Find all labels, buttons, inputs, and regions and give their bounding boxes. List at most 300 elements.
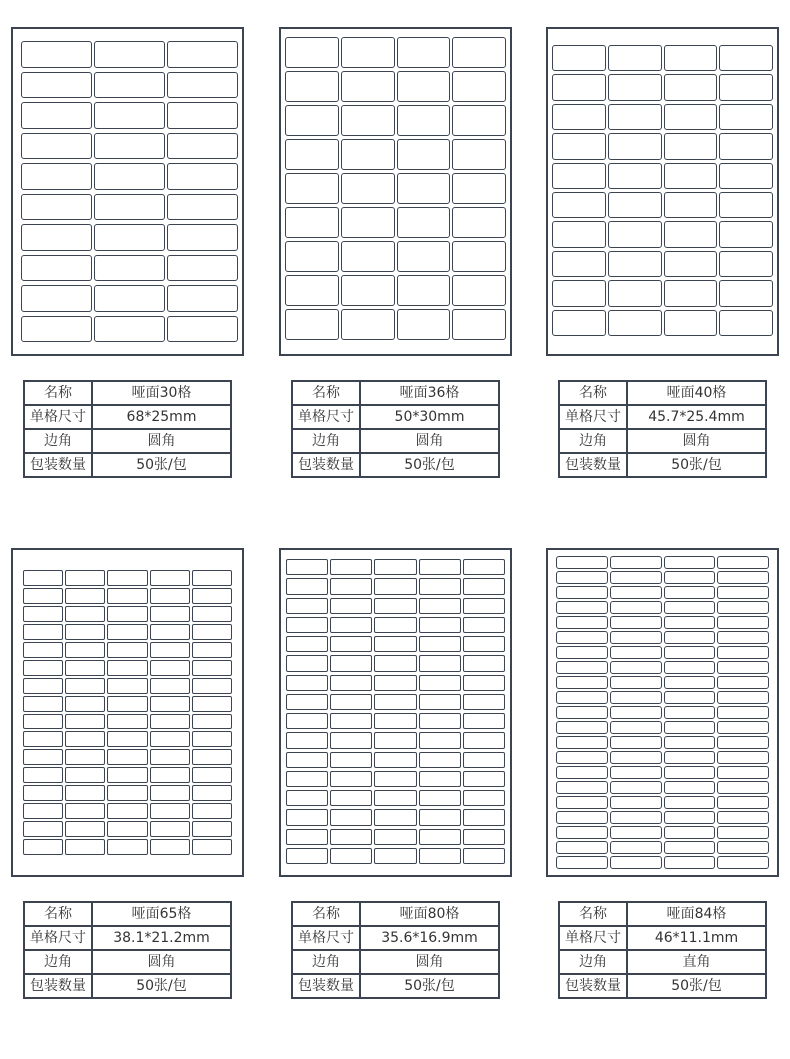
label-cell <box>192 839 232 855</box>
label-cell <box>419 771 461 787</box>
label-cell <box>330 636 372 652</box>
label-cell <box>65 696 105 712</box>
label-cell <box>341 275 395 306</box>
label-cell <box>610 826 662 839</box>
label-cell <box>556 646 608 659</box>
spec-row-package <box>292 974 499 998</box>
label-cell <box>717 706 769 719</box>
label-cell <box>374 790 416 806</box>
spec-key: 单格尺寸 <box>559 926 627 950</box>
spec-row-corner <box>24 429 231 453</box>
label-cell <box>463 790 505 806</box>
spec-table-30 <box>23 380 232 478</box>
label-cell <box>330 829 372 845</box>
label-cell <box>608 74 662 100</box>
label-cell <box>463 771 505 787</box>
label-cell <box>664 310 718 336</box>
label-cell <box>150 660 190 676</box>
spec-row-name <box>292 381 499 405</box>
spec-row-name <box>559 381 766 405</box>
label-cell <box>286 598 328 614</box>
spec-row-corner <box>559 429 766 453</box>
spec-value: 35.6*16.9mm <box>360 926 499 950</box>
label-cell <box>330 809 372 825</box>
label-cell <box>452 207 506 238</box>
label-cell <box>552 310 606 336</box>
label-cell <box>452 37 506 68</box>
label-cell <box>23 749 63 765</box>
label-cell <box>341 71 395 102</box>
label-cell <box>556 856 608 869</box>
label-cell <box>23 660 63 676</box>
label-cell <box>107 749 147 765</box>
label-cell <box>341 309 395 340</box>
spec-value: 50张/包 <box>360 974 499 998</box>
label-cell <box>285 275 339 306</box>
spec-row-package <box>559 453 766 477</box>
label-grid <box>556 556 769 869</box>
label-cell <box>286 578 328 594</box>
label-cell <box>65 767 105 783</box>
label-cell <box>330 675 372 691</box>
label-cell <box>556 766 608 779</box>
label-cell <box>150 767 190 783</box>
label-cell <box>150 785 190 801</box>
label-cell <box>419 636 461 652</box>
label-cell <box>23 731 63 747</box>
label-cell <box>463 829 505 845</box>
label-cell <box>717 826 769 839</box>
label-cell <box>150 821 190 837</box>
label-cell <box>717 571 769 584</box>
label-cell <box>664 616 716 629</box>
label-cell <box>556 721 608 734</box>
label-cell <box>610 706 662 719</box>
label-cell <box>286 675 328 691</box>
spec-row-package <box>24 974 231 998</box>
label-cell <box>192 678 232 694</box>
label-cell <box>608 163 662 189</box>
label-cell <box>397 173 451 204</box>
label-cell <box>610 661 662 674</box>
spec-key: 边角 <box>292 950 360 974</box>
label-cell <box>664 721 716 734</box>
label-cell <box>94 194 165 221</box>
label-cell <box>664 751 716 764</box>
label-cell <box>463 559 505 575</box>
label-cell <box>150 624 190 640</box>
label-cell <box>717 631 769 644</box>
label-cell <box>374 713 416 729</box>
label-cell <box>286 732 328 748</box>
label-cell <box>107 678 147 694</box>
label-cell <box>419 694 461 710</box>
label-cell <box>94 102 165 129</box>
label-cell <box>463 809 505 825</box>
label-cell <box>556 691 608 704</box>
spec-row-corner <box>24 950 231 974</box>
spec-key: 包装数量 <box>559 974 627 998</box>
label-cell <box>610 811 662 824</box>
label-cell <box>286 790 328 806</box>
label-cell <box>717 616 769 629</box>
label-cell <box>167 41 238 68</box>
label-cell <box>341 37 395 68</box>
label-cell <box>610 766 662 779</box>
label-cell <box>286 771 328 787</box>
label-grid <box>23 570 232 855</box>
label-cell <box>107 624 147 640</box>
label-cell <box>21 194 92 221</box>
label-cell <box>717 586 769 599</box>
label-cell <box>556 556 608 569</box>
label-cell <box>192 785 232 801</box>
label-cell <box>610 556 662 569</box>
label-cell <box>664 841 716 854</box>
label-cell <box>664 104 718 130</box>
label-cell <box>664 586 716 599</box>
label-cell <box>397 37 451 68</box>
label-cell <box>286 655 328 671</box>
label-cell <box>608 133 662 159</box>
label-cell <box>419 752 461 768</box>
label-cell <box>610 736 662 749</box>
label-cell <box>419 848 461 864</box>
spec-key: 名称 <box>559 902 627 926</box>
label-grid <box>21 41 238 342</box>
label-cell <box>330 752 372 768</box>
label-cell <box>664 251 718 277</box>
label-sheet-40 <box>546 27 779 356</box>
label-cell <box>65 588 105 604</box>
label-cell <box>452 105 506 136</box>
label-cell <box>664 661 716 674</box>
spec-value: 直角 <box>627 950 766 974</box>
spec-value: 50*30mm <box>360 405 499 429</box>
label-cell <box>419 713 461 729</box>
spec-key: 包装数量 <box>24 974 92 998</box>
label-cell <box>330 732 372 748</box>
label-cell <box>23 606 63 622</box>
label-cell <box>150 696 190 712</box>
label-cell <box>21 163 92 190</box>
label-cell <box>192 696 232 712</box>
label-cell <box>23 785 63 801</box>
label-cell <box>608 310 662 336</box>
label-cell <box>286 617 328 633</box>
label-cell <box>717 661 769 674</box>
label-cell <box>150 839 190 855</box>
label-cell <box>330 559 372 575</box>
spec-value: 50张/包 <box>92 453 231 477</box>
label-cell <box>192 803 232 819</box>
spec-row-size <box>559 926 766 950</box>
label-cell <box>719 221 773 247</box>
label-cell <box>192 821 232 837</box>
label-cell <box>107 839 147 855</box>
label-cell <box>107 767 147 783</box>
label-cell <box>65 803 105 819</box>
label-cell <box>552 280 606 306</box>
label-cell <box>664 736 716 749</box>
spec-value: 哑面65格 <box>92 902 231 926</box>
label-cell <box>192 749 232 765</box>
spec-value: 哑面36格 <box>360 381 499 405</box>
label-cell <box>717 751 769 764</box>
spec-key: 名称 <box>559 381 627 405</box>
label-cell <box>286 694 328 710</box>
label-cell <box>608 251 662 277</box>
label-cell <box>286 713 328 729</box>
label-cell <box>556 586 608 599</box>
label-cell <box>452 241 506 272</box>
label-cell <box>21 72 92 99</box>
label-cell <box>556 781 608 794</box>
label-cell <box>610 721 662 734</box>
label-cell <box>717 766 769 779</box>
label-cell <box>719 45 773 71</box>
label-cell <box>717 781 769 794</box>
label-sheet-30 <box>11 27 244 356</box>
spec-row-name <box>292 902 499 926</box>
label-cell <box>664 163 718 189</box>
label-cell <box>610 676 662 689</box>
label-cell <box>341 207 395 238</box>
spec-key: 单格尺寸 <box>292 926 360 950</box>
label-cell <box>397 275 451 306</box>
spec-key: 包装数量 <box>24 453 92 477</box>
label-cell <box>397 71 451 102</box>
label-cell <box>608 221 662 247</box>
label-cell <box>341 105 395 136</box>
label-cell <box>65 660 105 676</box>
label-cell <box>374 829 416 845</box>
label-cell <box>610 631 662 644</box>
spec-row-size <box>24 926 231 950</box>
label-cell <box>285 37 339 68</box>
label-cell <box>330 694 372 710</box>
label-cell <box>107 660 147 676</box>
label-cell <box>23 714 63 730</box>
spec-table-36 <box>291 380 500 478</box>
label-cell <box>717 856 769 869</box>
spec-value: 圆角 <box>360 950 499 974</box>
spec-key: 名称 <box>24 381 92 405</box>
label-cell <box>664 811 716 824</box>
label-cell <box>65 642 105 658</box>
label-grid <box>286 559 505 864</box>
label-cell <box>610 841 662 854</box>
label-cell <box>167 194 238 221</box>
label-cell <box>664 221 718 247</box>
label-cell <box>463 636 505 652</box>
label-cell <box>285 71 339 102</box>
label-cell <box>192 642 232 658</box>
label-cell <box>552 192 606 218</box>
label-cell <box>330 771 372 787</box>
label-cell <box>21 102 92 129</box>
label-cell <box>717 691 769 704</box>
label-cell <box>192 624 232 640</box>
spec-key: 单格尺寸 <box>24 926 92 950</box>
label-cell <box>94 285 165 312</box>
label-cell <box>21 224 92 251</box>
label-cell <box>552 221 606 247</box>
spec-value: 50张/包 <box>360 453 499 477</box>
label-cell <box>21 255 92 282</box>
label-cell <box>374 617 416 633</box>
label-grid <box>285 37 506 340</box>
label-cell <box>107 606 147 622</box>
label-cell <box>192 660 232 676</box>
label-cell <box>610 616 662 629</box>
label-cell <box>330 848 372 864</box>
label-cell <box>374 559 416 575</box>
label-cell <box>556 616 608 629</box>
label-cell <box>719 310 773 336</box>
label-cell <box>374 771 416 787</box>
label-cell <box>167 316 238 343</box>
label-cell <box>286 752 328 768</box>
label-cell <box>719 280 773 306</box>
label-cell <box>552 74 606 100</box>
label-cell <box>556 826 608 839</box>
spec-row-size <box>292 926 499 950</box>
label-cell <box>719 163 773 189</box>
label-cell <box>21 41 92 68</box>
label-cell <box>94 72 165 99</box>
label-cell <box>286 829 328 845</box>
label-cell <box>664 571 716 584</box>
label-cell <box>556 811 608 824</box>
label-cell <box>610 646 662 659</box>
label-cell <box>717 721 769 734</box>
label-cell <box>330 713 372 729</box>
label-cell <box>65 785 105 801</box>
label-cell <box>463 713 505 729</box>
spec-key: 名称 <box>24 902 92 926</box>
spec-row-name <box>559 902 766 926</box>
label-cell <box>330 617 372 633</box>
label-cell <box>65 606 105 622</box>
label-cell <box>150 570 190 586</box>
label-cell <box>94 316 165 343</box>
label-cell <box>664 556 716 569</box>
label-cell <box>65 731 105 747</box>
spec-value: 50张/包 <box>92 974 231 998</box>
label-cell <box>419 617 461 633</box>
label-cell <box>608 104 662 130</box>
spec-value: 圆角 <box>92 950 231 974</box>
label-cell <box>719 74 773 100</box>
label-cell <box>717 796 769 809</box>
label-cell <box>717 841 769 854</box>
spec-value: 圆角 <box>627 429 766 453</box>
label-cell <box>65 714 105 730</box>
label-cell <box>419 790 461 806</box>
label-cell <box>330 578 372 594</box>
spec-row-corner <box>292 950 499 974</box>
label-cell <box>286 559 328 575</box>
spec-row-corner <box>292 429 499 453</box>
spec-table-80 <box>291 901 500 999</box>
label-cell <box>664 74 718 100</box>
label-cell <box>192 588 232 604</box>
label-cell <box>107 821 147 837</box>
label-cell <box>717 811 769 824</box>
label-cell <box>374 809 416 825</box>
label-cell <box>374 848 416 864</box>
label-cell <box>192 731 232 747</box>
label-cell <box>107 785 147 801</box>
label-cell <box>556 841 608 854</box>
label-cell <box>21 285 92 312</box>
spec-row-package <box>292 453 499 477</box>
label-cell <box>192 767 232 783</box>
label-cell <box>192 606 232 622</box>
label-cell <box>285 207 339 238</box>
label-cell <box>167 255 238 282</box>
label-cell <box>608 280 662 306</box>
label-sheet-65 <box>11 548 244 877</box>
spec-value: 圆角 <box>360 429 499 453</box>
label-cell <box>21 133 92 160</box>
label-cell <box>717 676 769 689</box>
label-cell <box>23 570 63 586</box>
spec-key: 单格尺寸 <box>559 405 627 429</box>
label-cell <box>150 714 190 730</box>
label-cell <box>556 706 608 719</box>
label-cell <box>192 570 232 586</box>
label-cell <box>610 781 662 794</box>
label-cell <box>608 45 662 71</box>
label-cell <box>463 598 505 614</box>
spec-row-name <box>24 381 231 405</box>
label-cell <box>717 736 769 749</box>
label-cell <box>65 678 105 694</box>
label-cell <box>717 556 769 569</box>
spec-key: 名称 <box>292 902 360 926</box>
spec-value: 哑面84格 <box>627 902 766 926</box>
label-cell <box>23 839 63 855</box>
spec-value: 圆角 <box>92 429 231 453</box>
label-cell <box>610 571 662 584</box>
label-cell <box>23 642 63 658</box>
label-cell <box>23 821 63 837</box>
label-cell <box>719 104 773 130</box>
label-cell <box>664 856 716 869</box>
label-cell <box>610 751 662 764</box>
label-cell <box>150 803 190 819</box>
label-cell <box>397 139 451 170</box>
label-cell <box>150 678 190 694</box>
label-cell <box>285 173 339 204</box>
label-cell <box>107 570 147 586</box>
label-cell <box>452 139 506 170</box>
label-cell <box>374 636 416 652</box>
label-cell <box>556 751 608 764</box>
label-cell <box>167 224 238 251</box>
label-cell <box>463 848 505 864</box>
label-cell <box>556 676 608 689</box>
label-cell <box>463 617 505 633</box>
spec-key: 包装数量 <box>292 974 360 998</box>
label-cell <box>65 749 105 765</box>
label-cell <box>397 241 451 272</box>
spec-key: 边角 <box>559 429 627 453</box>
label-cell <box>556 571 608 584</box>
label-cell <box>552 133 606 159</box>
